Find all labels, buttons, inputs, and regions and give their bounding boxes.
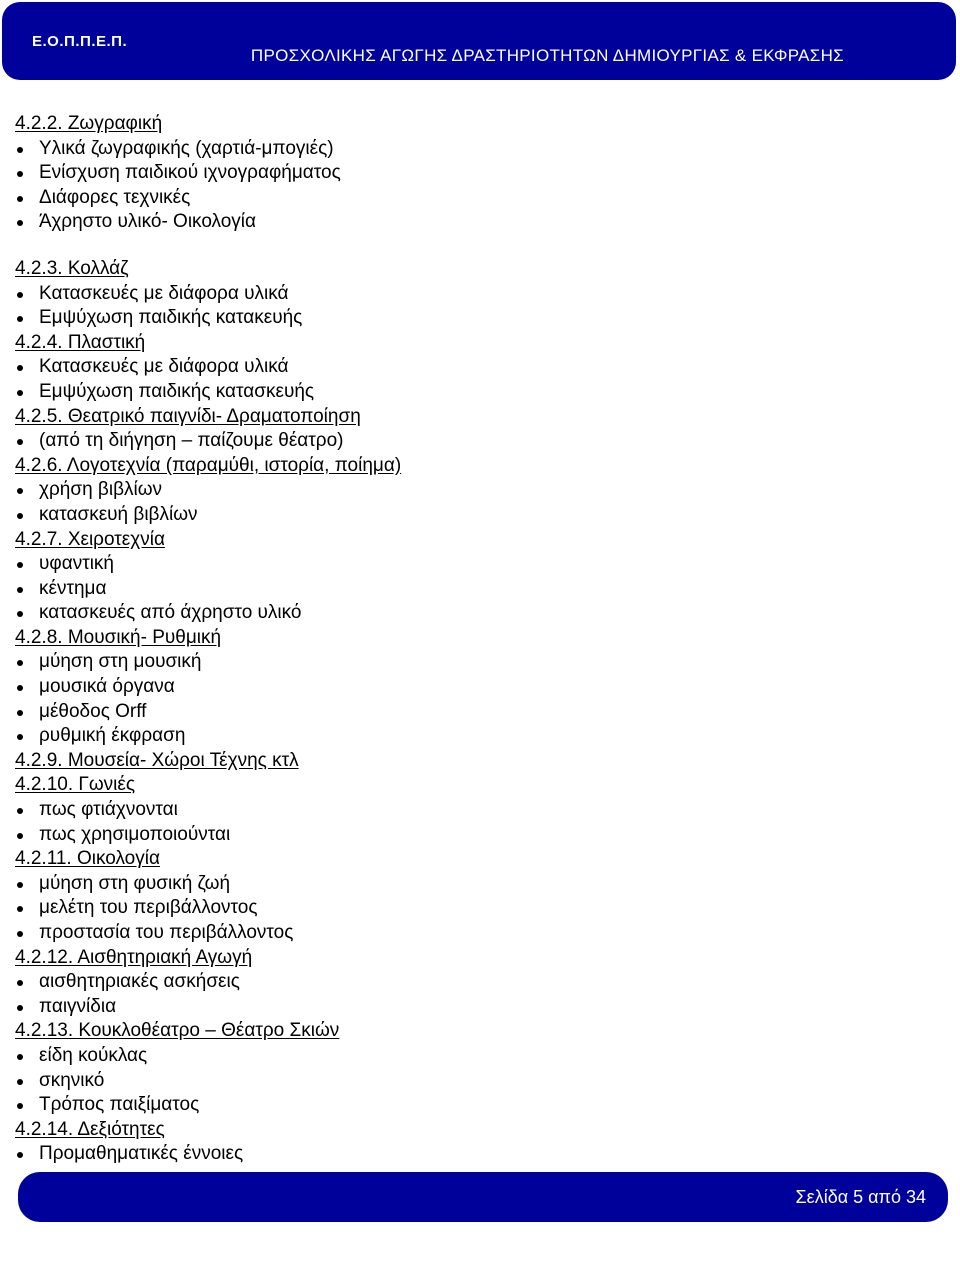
list-item-text: μουσικά όργανα <box>39 676 175 698</box>
section-heading: 4.2.3. Κολλάζ <box>15 257 129 279</box>
list-item-text: παιγνίδια <box>39 995 117 1017</box>
bullet-icon <box>17 513 23 519</box>
list-item-text: Υλικά ζωγραφικής (χαρτιά-μπογιές) <box>39 137 334 159</box>
bullet-icon <box>17 1103 23 1109</box>
section-heading: 4.2.14. Δεξιότητες <box>15 1118 165 1140</box>
list-item-text: μελέτη του περιβάλλοντος <box>39 897 258 919</box>
bullet-icon <box>17 1152 23 1158</box>
bullet-icon <box>17 220 23 226</box>
list-item <box>15 282 935 307</box>
bullet-icon <box>17 833 23 839</box>
section-heading: 4.2.9. Μουσεία- Χώροι Τέχνης κτλ <box>15 749 299 771</box>
bullet-icon <box>17 906 23 912</box>
bullet-icon <box>17 1005 23 1011</box>
document-body <box>15 112 935 1167</box>
list-item-text: σκηνικό <box>39 1069 105 1091</box>
bullet-icon <box>17 171 23 177</box>
list-item <box>15 970 935 995</box>
list-item <box>15 896 935 921</box>
section-heading: 4.2.5. Θεατρικό παιγνίδι- Δραματοποίηση <box>15 405 361 427</box>
bullet-icon <box>17 882 23 888</box>
list-item <box>15 552 935 577</box>
list-item-text: ρυθμική έκφραση <box>39 725 186 747</box>
bullet-icon <box>17 1079 23 1085</box>
list-item-text: Τρόπος παιξίματος <box>39 1094 200 1116</box>
section-spacer <box>15 235 935 257</box>
bullet-icon <box>17 292 23 298</box>
list-item-text: υφαντική <box>39 553 114 575</box>
bullet-icon <box>17 316 23 322</box>
list-item <box>15 1069 935 1094</box>
bullet-icon <box>17 587 23 593</box>
header-organization: Ε.Ο.Π.Π.Ε.Π. <box>32 33 128 50</box>
bullet-icon <box>17 1054 23 1060</box>
list-item-text: κατασκευές από άχρηστο υλικό <box>39 602 302 624</box>
section-heading: 4.2.4. Πλαστική <box>15 331 146 353</box>
bullet-icon <box>17 488 23 494</box>
list-item-text: μύηση στη μουσική <box>39 651 202 673</box>
list-item-text: χρήση βιβλίων <box>39 479 163 501</box>
section-heading: 4.2.7. Χειροτεχνία <box>15 528 165 550</box>
bullet-icon <box>17 660 23 666</box>
list-item <box>15 601 935 626</box>
list-item-text: πως χρησιμοποιούνται <box>39 823 231 845</box>
list-item <box>15 1044 935 1069</box>
list-item-text: Ενίσχυση παιδικού ιχνογραφήματος <box>39 162 341 184</box>
bullet-icon <box>17 980 23 986</box>
list-item <box>15 650 935 675</box>
list-item <box>15 577 935 602</box>
bullet-icon <box>17 808 23 814</box>
list-item <box>15 872 935 897</box>
list-item-text: (από τη διήγηση – παίζουμε θέατρο) <box>39 430 344 452</box>
list-item <box>15 823 935 848</box>
list-item <box>15 724 935 749</box>
list-item-text: προστασία του περιβάλλοντος <box>39 922 294 943</box>
list-item-text: Άχρηστο υλικό- Οικολογία <box>39 211 257 233</box>
list-item <box>15 478 935 503</box>
page-footer-banner <box>18 1172 948 1222</box>
bullet-icon <box>17 390 23 396</box>
list-item-text: κέντημα <box>39 577 107 599</box>
list-item <box>15 700 935 725</box>
page-header-banner <box>2 2 956 80</box>
section-heading: 4.2.13. Κουκλοθέατρο – Θέατρο Σκιών <box>15 1020 340 1042</box>
section-heading: 4.2.2. Ζωγραφική <box>15 113 163 134</box>
list-item <box>15 798 935 823</box>
list-item <box>15 161 935 186</box>
bullet-icon <box>17 562 23 568</box>
list-item <box>15 380 935 405</box>
list-item <box>15 355 935 380</box>
list-item <box>15 675 935 700</box>
list-item-text: Εμψύχωση παιδικής κατασκευής <box>39 380 315 402</box>
list-item <box>15 306 935 331</box>
list-item <box>15 1093 935 1118</box>
list-item <box>15 503 935 528</box>
section-heading: 4.2.6. Λογοτεχνία (παραμύθι, ιστορία, ποίημα) <box>15 454 402 476</box>
bullet-icon <box>17 147 23 153</box>
bullet-icon <box>17 365 23 371</box>
list-item-text: Κατασκευές με διάφορα υλικά <box>39 356 289 378</box>
bullet-icon <box>17 931 23 937</box>
list-item-text: είδη κούκλας <box>39 1044 148 1066</box>
section-heading: 4.2.11. Οικολογία <box>15 848 160 870</box>
list-item <box>15 1142 935 1167</box>
bullet-icon <box>17 196 23 202</box>
list-item <box>15 137 935 162</box>
section-heading: 4.2.12. Αισθητηριακή Αγωγή <box>15 946 253 968</box>
list-item <box>15 186 935 211</box>
list-item-text: Κατασκευές με διάφορα υλικά <box>39 282 289 304</box>
list-item-text: Προμαθηματικές έννοιες <box>39 1143 244 1165</box>
bullet-icon <box>17 611 23 617</box>
page-number: Σελίδα 5 από 34 <box>795 1187 926 1207</box>
section-heading: 4.2.10. Γωνιές <box>15 774 136 796</box>
header-title: ΠΡΟΣΧΟΛΙΚΗΣ ΑΓΩΓΗΣ ΔΡΑΣΤΗΡΙΟΤΗΤΩΝ ΔΗΜΙΟΥΡΓΙΑΣ & ΕΚΦΡΑΣΗΣ <box>250 46 844 65</box>
section-heading: 4.2.8. Μουσική- Ρυθμική <box>15 626 222 648</box>
list-item-text: Εμψύχωση παιδικής κατακευής <box>39 307 303 329</box>
list-item-text: αισθητηριακές ασκήσεις <box>39 971 240 993</box>
list-item-text: Διάφορες τεχνικές <box>39 186 191 208</box>
list-item <box>15 429 935 454</box>
list-item <box>15 995 935 1020</box>
bullet-icon <box>17 439 23 445</box>
list-item-text: μέθοδος Orff <box>39 700 147 722</box>
list-item-text: πως φτιάχνονται <box>39 799 178 821</box>
bullet-icon <box>17 734 23 740</box>
list-item <box>15 210 935 235</box>
list-item-text: μύηση στη φυσική ζωή <box>39 872 231 894</box>
bullet-icon <box>17 685 23 691</box>
list-item-text: κατασκευή βιβλίων <box>39 503 198 525</box>
bullet-icon <box>17 710 23 716</box>
list-item <box>15 921 935 946</box>
